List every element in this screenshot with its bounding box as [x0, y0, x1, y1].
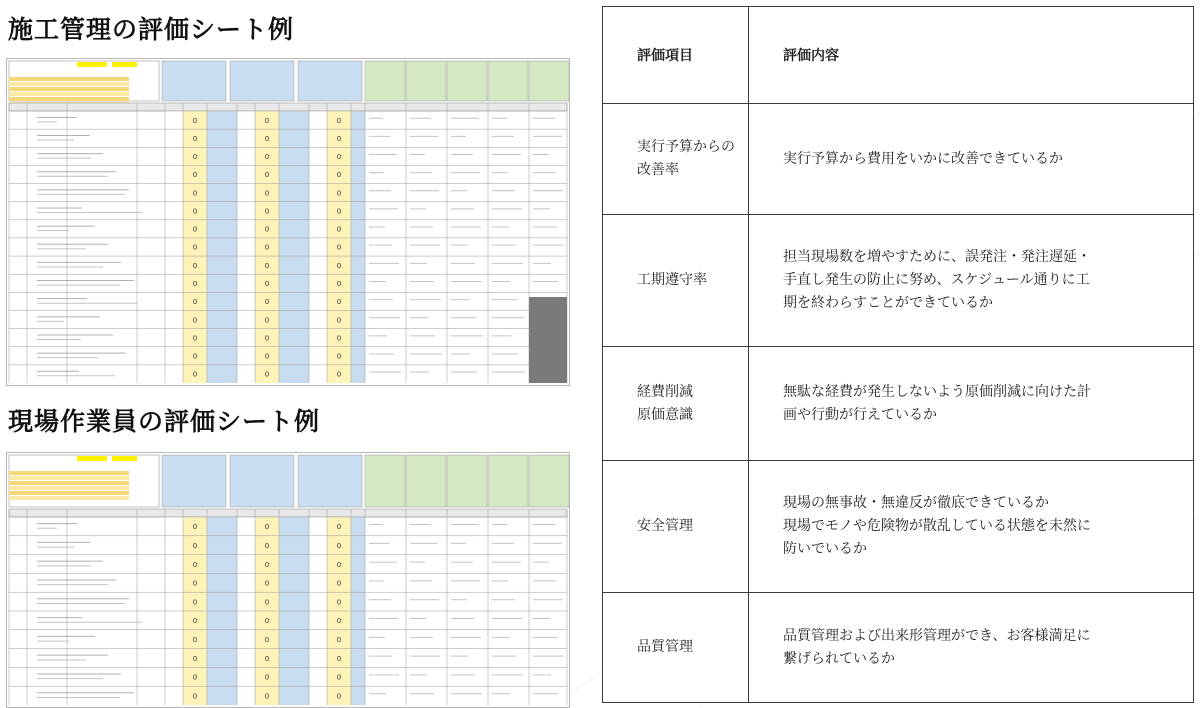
evaluation-criteria-table — [602, 6, 1194, 703]
construction-sheet-thumbnail — [7, 59, 569, 385]
table-header-row — [603, 7, 1194, 104]
sheet-score-column — [279, 111, 309, 383]
sheet-summary-row — [9, 471, 129, 475]
sheet-score-mark: 0 — [264, 636, 270, 645]
sheet-summary-row — [9, 77, 129, 81]
sheet-score-mark: 0 — [192, 617, 198, 626]
table-row — [603, 593, 1194, 703]
sheet-score-mark: 0 — [264, 261, 270, 270]
sheet-score-mark: 0 — [264, 370, 270, 379]
sheet-score-mark: 0 — [264, 207, 270, 216]
sheet-score-mark: 0 — [264, 560, 270, 569]
evaluation-content: 担当現場数を増やすために、誤発注・発注遅延・ 手直し発生の防止に努め、スケジュール通りに工 期を終わらすことができているか — [749, 215, 1194, 347]
sheet-score-mark: 0 — [336, 225, 342, 234]
evaluation-item: 安全管理 — [603, 461, 749, 593]
sheet-score-mark: 0 — [192, 261, 198, 270]
sheet-score-mark: 0 — [264, 673, 270, 682]
sheet-score-mark: 0 — [336, 636, 342, 645]
sheet-score-mark: 0 — [336, 692, 342, 701]
table-row — [603, 461, 1194, 593]
sheet-score-mark: 0 — [264, 334, 270, 343]
sheet-score-mark: 0 — [192, 370, 198, 379]
sheet-score-mark: 0 — [336, 243, 342, 252]
sheet-summary-row — [9, 486, 129, 490]
sheet-score-mark: 0 — [336, 261, 342, 270]
sheet-score-mark: 0 — [192, 279, 198, 288]
sheet-score-mark: 0 — [264, 225, 270, 234]
sheet-score-mark: 0 — [192, 316, 198, 325]
sheet-score-column — [351, 111, 365, 383]
sheet-score-mark: 0 — [264, 617, 270, 626]
sheet-score-mark: 0 — [264, 116, 270, 125]
sheet-score-mark: 0 — [192, 654, 198, 663]
sheet-score-mark: 0 — [336, 560, 342, 569]
sheet-score-mark: 0 — [264, 171, 270, 180]
sheet-header-block — [230, 455, 294, 507]
sheet-comment-block — [488, 61, 528, 101]
sheet-score-mark: 0 — [264, 654, 270, 663]
sheet-score-mark: 0 — [192, 352, 198, 361]
sheet-score-mark: 0 — [264, 316, 270, 325]
sheet-comment-block — [529, 61, 569, 101]
construction-evaluation-sheet-image — [6, 58, 570, 386]
sheet-highlight-cell — [112, 62, 137, 67]
sheet-score-mark: 0 — [336, 542, 342, 551]
sheet-score-mark: 0 — [264, 134, 270, 143]
sheet-comment-block — [447, 455, 487, 507]
sheet-score-mark: 0 — [264, 189, 270, 198]
sheet-score-column — [309, 111, 327, 383]
sheet-highlight-cell — [112, 456, 137, 461]
sheet-summary-row — [9, 496, 129, 500]
sheet-header-block — [162, 61, 226, 101]
sheet-score-mark: 0 — [264, 598, 270, 607]
sheet-score-mark: 0 — [192, 225, 198, 234]
evaluation-item: 経費削減 原価意識 — [603, 347, 749, 461]
evaluation-content: 無駄な経費が発生しないよう原価削減に向けた計 画や行動が行えているか — [749, 347, 1194, 461]
sheet-score-mark: 0 — [192, 560, 198, 569]
sheet-score-mark: 0 — [192, 334, 198, 343]
table-row — [603, 104, 1194, 215]
sheet-score-mark: 0 — [336, 617, 342, 626]
sheet-comment-block — [365, 455, 405, 507]
sheet-score-mark: 0 — [336, 579, 342, 588]
sheet-score-mark: 0 — [336, 116, 342, 125]
sheet-score-mark: 0 — [336, 352, 342, 361]
sheet-score-mark: 0 — [264, 243, 270, 252]
sheet-score-mark: 0 — [192, 542, 198, 551]
sheet-summary-row — [9, 92, 129, 96]
sheet-score-mark: 0 — [192, 636, 198, 645]
worker-evaluation-sheet-image — [6, 452, 570, 708]
sheet-score-mark: 0 — [264, 298, 270, 307]
sheet-grid-header — [9, 103, 567, 111]
worker-sheet-thumbnail — [7, 453, 569, 707]
sheet-header-block — [298, 61, 362, 101]
sheet-gray-block — [529, 297, 567, 383]
sheet-score-mark: 0 — [192, 189, 198, 198]
sheet-score-mark: 0 — [336, 523, 342, 532]
sheet-score-mark: 0 — [192, 298, 198, 307]
sheet-comment-block — [529, 455, 569, 507]
sheet-score-mark: 0 — [336, 673, 342, 682]
table-row — [603, 215, 1194, 347]
sheet-score-mark: 0 — [336, 316, 342, 325]
sheet-score-mark: 0 — [192, 153, 198, 162]
sheet-score-mark: 0 — [336, 134, 342, 143]
sheet-score-mark: 0 — [192, 598, 198, 607]
sheet-comment-block — [488, 455, 528, 507]
sheet-score-mark: 0 — [264, 279, 270, 288]
evaluation-item: 品質管理 — [603, 593, 749, 703]
sheet-score-mark: 0 — [192, 523, 198, 532]
sheet-score-mark: 0 — [264, 153, 270, 162]
sheet-score-mark: 0 — [336, 171, 342, 180]
sheet-score-mark: 0 — [192, 134, 198, 143]
sheet-summary-row — [9, 491, 129, 495]
worker-sheet-heading: 現場作業員の評価シート例 — [8, 407, 321, 436]
sheet-score-mark: 0 — [336, 153, 342, 162]
sheet-score-column — [237, 111, 255, 383]
sheet-summary-row — [9, 82, 129, 86]
sheet-score-mark: 0 — [336, 334, 342, 343]
sheet-score-mark: 0 — [192, 579, 198, 588]
evaluation-content: 現場の無事故・無違反が徹底できているか 現場でモノや危険物が散乱している状態を未然に 防いでいるか — [749, 461, 1194, 593]
sheet-score-mark: 0 — [336, 279, 342, 288]
sheet-score-mark: 0 — [336, 207, 342, 216]
sheet-grid-header — [9, 509, 567, 517]
evaluation-item: 実行予算からの 改善率 — [603, 104, 749, 215]
sheet-score-column — [207, 111, 237, 383]
sheet-score-mark: 0 — [264, 692, 270, 701]
header-evaluation-item: 評価項目 — [603, 7, 749, 104]
sheet-header-block — [298, 455, 362, 507]
evaluation-content: 品質管理および出来形管理ができ、お客様満足に 繋げられているか — [749, 593, 1194, 703]
sheet-score-mark: 0 — [336, 654, 342, 663]
sheet-comment-block — [406, 455, 446, 507]
sheet-comment-block — [406, 61, 446, 101]
sheet-score-mark: 0 — [336, 298, 342, 307]
sheet-summary-row — [9, 97, 129, 101]
sheet-score-mark: 0 — [192, 207, 198, 216]
sheet-score-mark: 0 — [264, 352, 270, 361]
sheet-highlight-cell — [77, 62, 107, 67]
table-row — [603, 347, 1194, 461]
sheet-summary-row — [9, 87, 129, 91]
evaluation-item: 工期遵守率 — [603, 215, 749, 347]
sheet-score-mark: 0 — [192, 692, 198, 701]
sheet-score-mark: 0 — [336, 598, 342, 607]
sheet-comment-block — [447, 61, 487, 101]
sheet-comment-block — [365, 61, 405, 101]
sheet-score-mark: 0 — [336, 189, 342, 198]
sheet-score-mark: 0 — [192, 171, 198, 180]
sheet-summary-row — [9, 476, 129, 480]
sheet-header-block — [162, 455, 226, 507]
sheet-highlight-cell — [77, 456, 107, 461]
sheet-header-block — [230, 61, 294, 101]
sheet-score-mark: 0 — [264, 579, 270, 588]
sheet-score-mark: 0 — [192, 116, 198, 125]
sheet-score-mark: 0 — [192, 673, 198, 682]
sheet-score-mark: 0 — [264, 523, 270, 532]
sheet-summary-row — [9, 481, 129, 485]
sheet-score-mark: 0 — [336, 370, 342, 379]
sheet-score-mark: 0 — [264, 542, 270, 551]
sheet-score-column — [165, 111, 183, 383]
construction-sheet-heading: 施工管理の評価シート例 — [8, 15, 295, 44]
header-evaluation-content: 評価内容 — [749, 7, 1194, 104]
sheet-score-mark: 0 — [192, 243, 198, 252]
evaluation-content: 実行予算から費用をいかに改善できているか — [749, 104, 1194, 215]
